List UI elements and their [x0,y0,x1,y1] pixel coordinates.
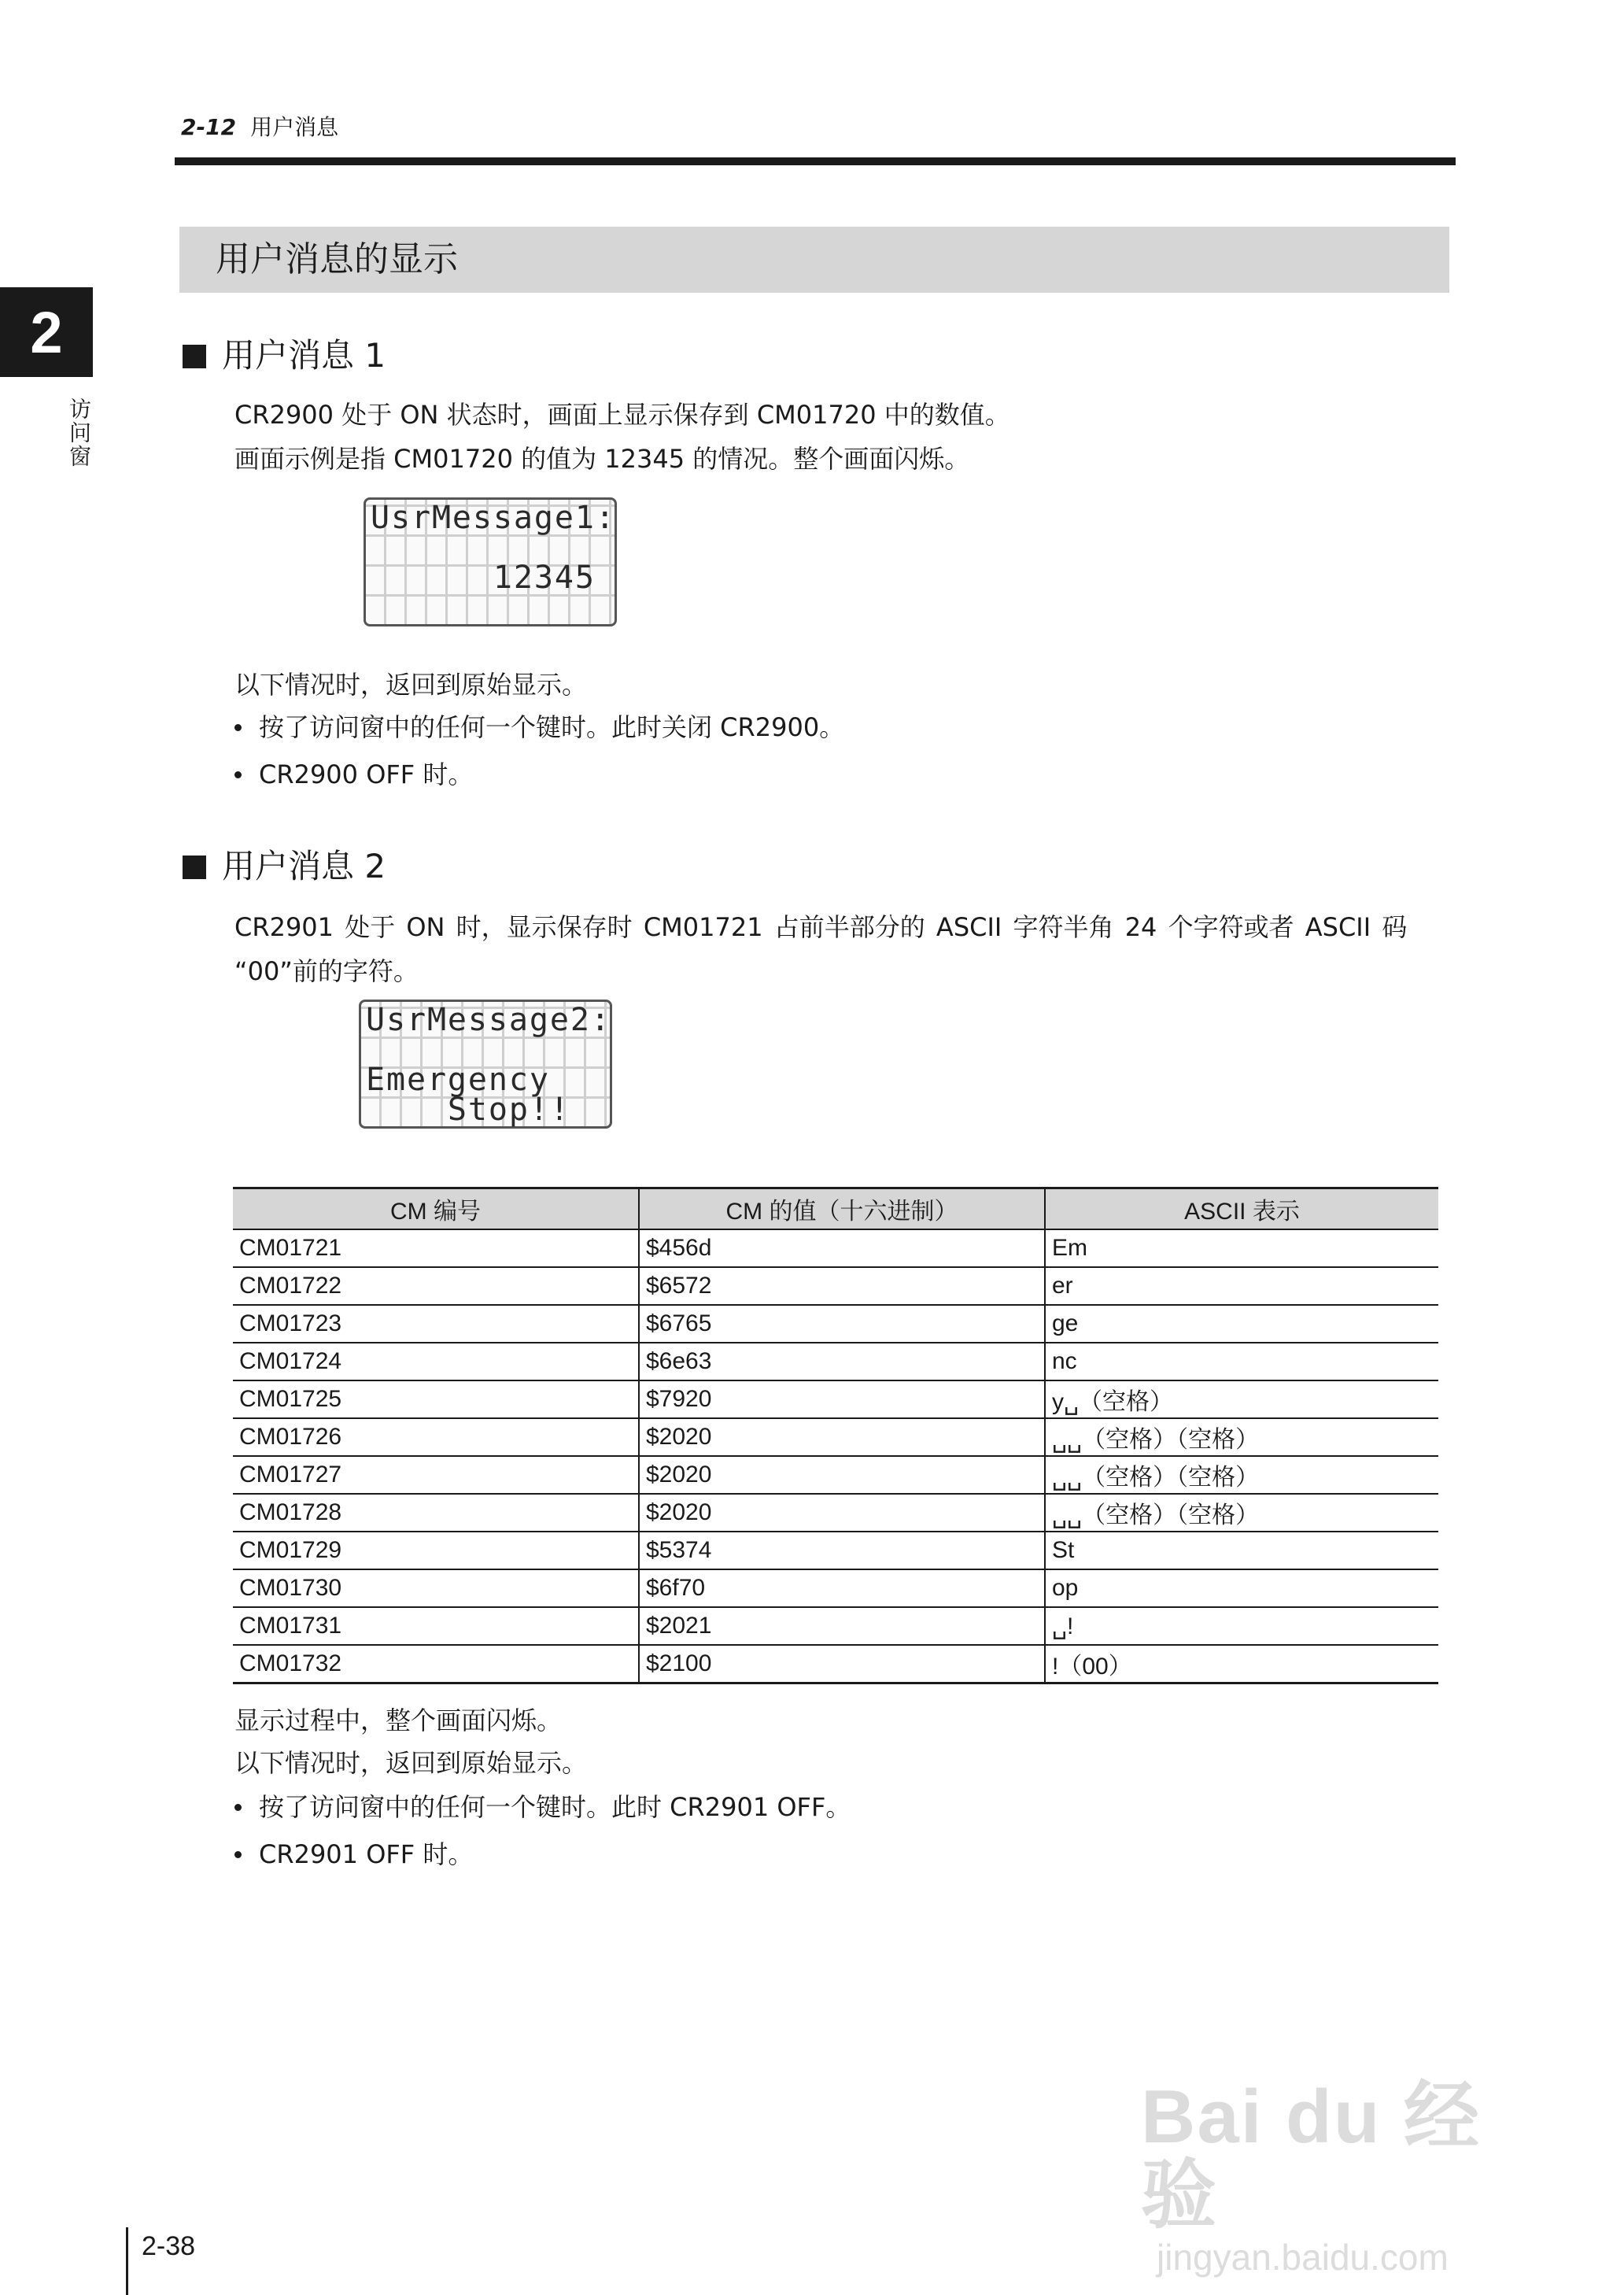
cm-number-cell: CM01726 [233,1418,639,1456]
table-header-row [233,1188,1438,1230]
cm-number-cell: CM01721 [233,1229,639,1267]
table-row [233,1229,1438,1267]
msg1-bullet-text: CR2900 OFF 时。 [259,759,474,789]
msg2-bullet [234,1837,473,1872]
header-rule [175,157,1456,165]
bullet-dot-icon [234,724,242,731]
lcd-row: Emergency [366,1062,550,1098]
cm-number-cell: CM01725 [233,1380,639,1418]
lcd-row [371,593,610,623]
msg2-after1: 显示过程中，整个画面闪烁。 [234,1706,563,1735]
cm-number-cell: CM01724 [233,1343,639,1380]
cm-value-cell: $6f70 [639,1569,1045,1607]
msg1-bullet-text: 按了访问窗中的任何一个键时。此时关闭 CR2900。 [259,712,845,742]
table-row [233,1380,1438,1418]
baidu-watermark [1141,2075,1534,2278]
section-title: 用户消息的显示 [216,239,458,279]
cm-value-cell: $2100 [639,1645,1045,1683]
lcd-row [371,533,610,563]
header-section-number: 2-12 [181,114,237,140]
ascii-cell: ge [1045,1305,1438,1343]
cm-value-cell: $7920 [639,1380,1045,1418]
cm-value-cell: $2021 [639,1607,1045,1645]
table-row [233,1418,1438,1456]
cm-value-cell: $6572 [639,1267,1045,1305]
cm-value-cell: $6e63 [639,1343,1045,1380]
ascii-cell: er [1045,1267,1438,1305]
msg1-return-text: 以下情况时，返回到原始显示。 [234,670,588,700]
msg1-heading-text: 用户消息 1 [222,336,386,375]
cm-value-cell: $6765 [639,1305,1045,1343]
msg1-line2: 画面示例是指 CM01720 的值为 12345 的情况。整个画面闪烁。 [234,444,970,474]
msg1-line1: CR2900 处于 ON 状态时，画面上显示保存到 CM01720 中的数值。 [234,400,1010,430]
lcd-row: UsrMessage2: [366,1002,611,1038]
lcd-row: UsrMessage1: [371,500,616,536]
cm-value-cell: $2020 [639,1418,1045,1456]
msg2-bullet-text: CR2901 OFF 时。 [259,1839,474,1869]
msg1-bullet [234,710,844,745]
ascii-cell: ␣␣（空格）（空格） [1045,1456,1438,1494]
ascii-cell: St [1045,1532,1438,1569]
running-header [181,110,338,142]
ascii-cell: ␣! [1045,1607,1438,1645]
msg2-bullet-text: 按了访问窗中的任何一个键时。此时 CR2901 OFF。 [259,1792,851,1822]
msg2-line1: CR2901 处于 ON 时，显示保存时 CM01721 占前半部分的 ASCII 字符半角 24 个字符或者 ASCII 码 [234,912,1408,942]
cm-value-table [233,1187,1438,1684]
page-number: 2-38 [142,2231,196,2261]
lcd-row: 12345 [371,560,596,596]
ascii-cell: Em [1045,1229,1438,1267]
table-row [233,1607,1438,1645]
msg2-after2: 以下情况时，返回到原始显示。 [234,1748,588,1778]
ascii-cell: nc [1045,1343,1438,1380]
cm-number-cell: CM01730 [233,1569,639,1607]
table-row [233,1645,1438,1683]
msg2-bullet [234,1790,851,1824]
chapter-side-label: 访问窗 [66,397,92,468]
ascii-cell: op [1045,1569,1438,1607]
cm-number-cell: CM01727 [233,1456,639,1494]
lcd-display-msg1 [364,497,617,626]
table-row [233,1267,1438,1305]
cm-value-cell: $456d [639,1229,1045,1267]
column-header-cm-value: CM 的值（十六进制） [639,1188,1045,1230]
ascii-cell: y␣（空格） [1045,1380,1438,1418]
footer-rule [126,2227,128,2295]
msg2-line2: “00”前的字符。 [234,956,419,986]
cm-number-cell: CM01732 [233,1645,639,1683]
cm-value-cell: $2020 [639,1494,1045,1532]
header-section-title: 用户消息 [250,114,339,140]
table-row [233,1343,1438,1380]
msg1-bullet [234,757,473,792]
table-row [233,1456,1438,1494]
lcd-row: Stop!! [366,1092,570,1128]
column-header-cm-number: CM 编号 [233,1188,639,1230]
cm-number-cell: CM01731 [233,1607,639,1645]
table-row [233,1532,1438,1569]
cm-number-cell: CM01722 [233,1267,639,1305]
cm-number-cell: CM01729 [233,1532,639,1569]
chapter-tab: 2 [0,287,93,377]
lcd-display-msg2 [359,1000,612,1129]
ascii-cell: !（00） [1045,1645,1438,1683]
lcd-row [366,1035,605,1065]
watermark-url: jingyan.baidu.com [1157,2237,1449,2278]
column-header-ascii: ASCII 表示 [1045,1188,1438,1230]
msg1-heading [183,334,386,378]
table-row [233,1569,1438,1607]
watermark-logo: Bai du 经验 [1141,2075,1482,2238]
msg2-heading [183,844,386,889]
table-row [233,1305,1438,1343]
cm-number-cell: CM01728 [233,1494,639,1532]
table-row [233,1494,1438,1532]
ascii-cell: ␣␣（空格）（空格） [1045,1418,1438,1456]
ascii-cell: ␣␣（空格）（空格） [1045,1494,1438,1532]
square-bullet-icon [183,856,206,879]
square-bullet-icon [183,345,206,368]
bullet-dot-icon [234,771,242,778]
bullet-dot-icon [234,1851,242,1858]
bullet-dot-icon [234,1804,242,1811]
cm-value-cell: $2020 [639,1456,1045,1494]
cm-value-cell: $5374 [639,1532,1045,1569]
cm-number-cell: CM01723 [233,1305,639,1343]
msg2-heading-text: 用户消息 2 [222,847,386,885]
